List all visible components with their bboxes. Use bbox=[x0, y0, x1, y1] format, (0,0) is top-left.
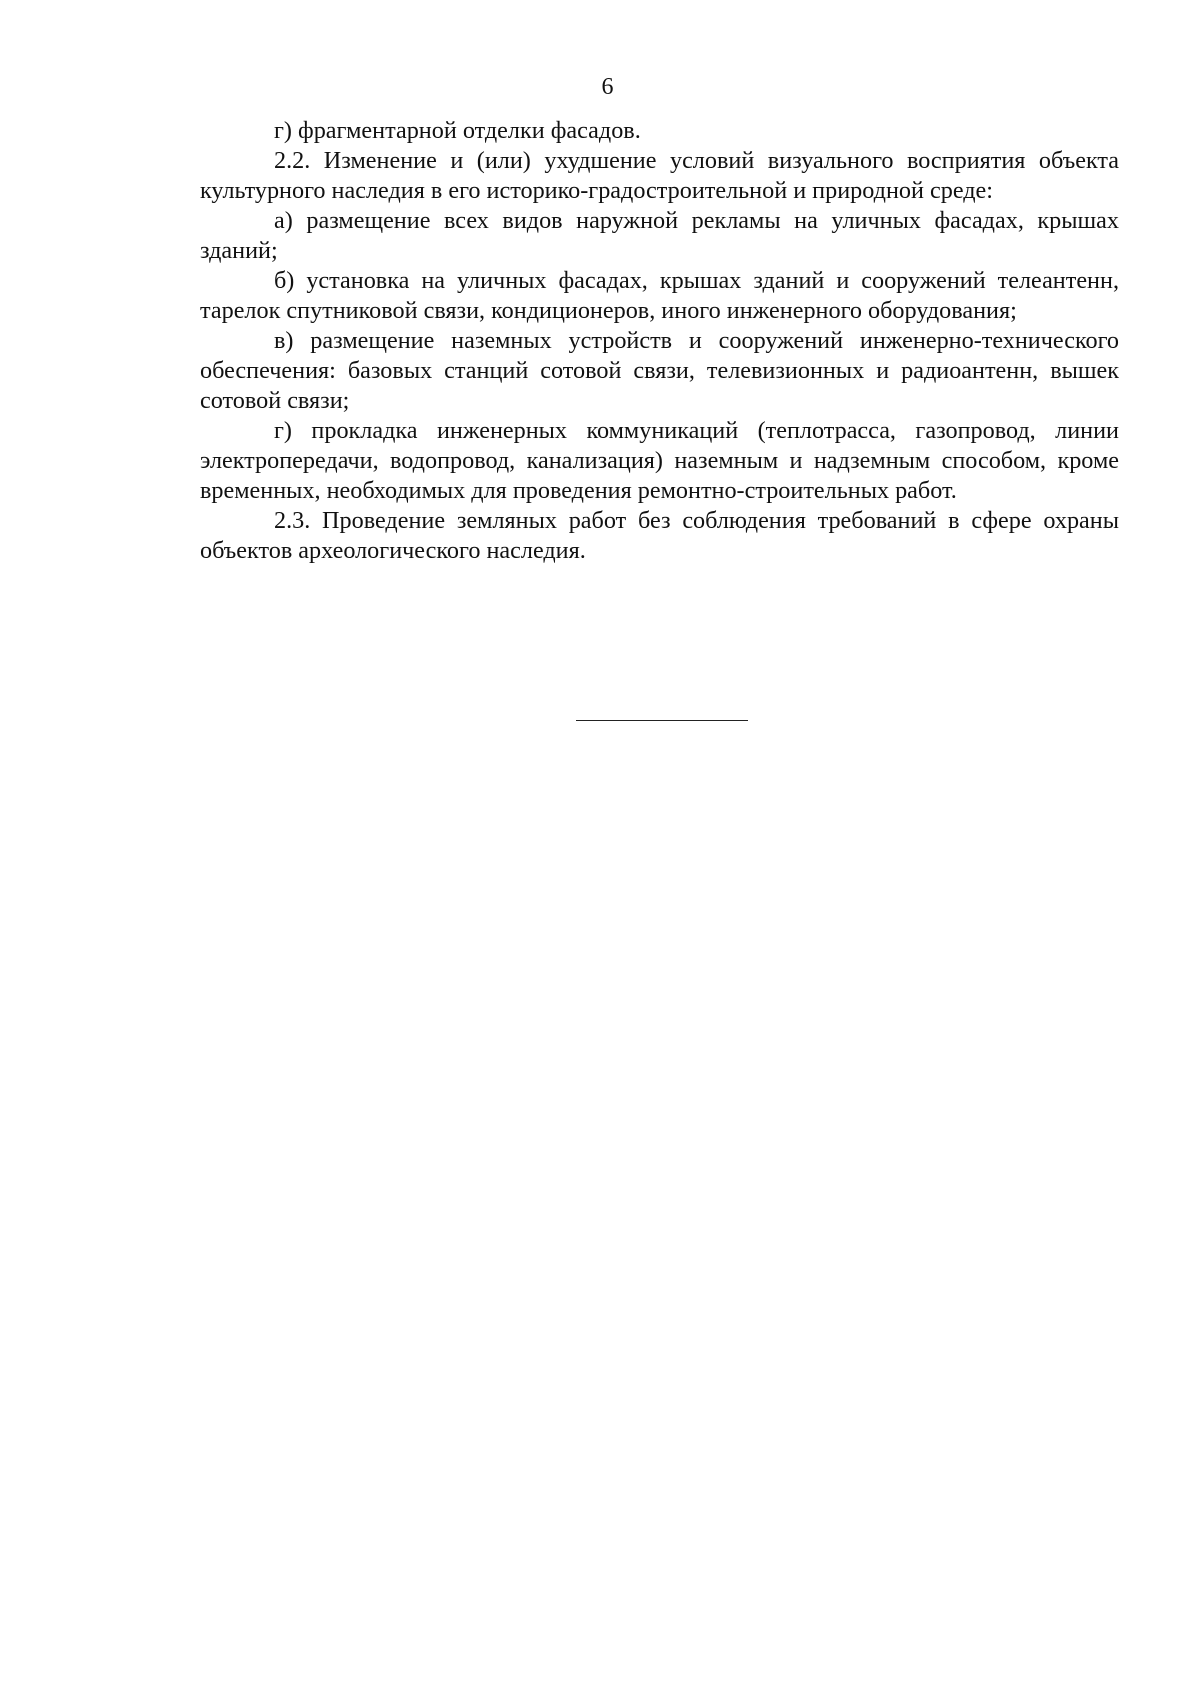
paragraph-2-2-visual-perception: 2.2. Изменение и (или) ухудшение условий визуального восприятия объекта культурного наследия в его историко-градостроительной и природной среде: bbox=[200, 147, 1119, 204]
document-body bbox=[200, 116, 1119, 566]
end-of-document-rule bbox=[576, 720, 748, 721]
paragraph-outdoor-advertising: а) размещение всех видов наружной рекламы на уличных фасадах, крышах зданий; bbox=[200, 207, 1119, 264]
paragraph-2-3-earthworks: 2.3. Проведение земляных работ без соблюдения требований в сфере охраны объектов археологического наследия. bbox=[200, 507, 1119, 564]
page-number: 6 bbox=[601, 74, 614, 100]
paragraph-ground-structures: в) размещение наземных устройств и сооружений инженерно-технического обеспечения: базовых станций сотовой связи, телевизионных и радиоантенн, вышек сотовой связи; bbox=[200, 327, 1119, 414]
paragraph-facade-finishing: г) фрагментарной отделки фасадов. bbox=[274, 117, 641, 144]
paragraph-engineering-communications: г) прокладка инженерных коммуникаций (теплотрасса, газопровод, линии электропередачи, водопровод, канализация) наземным и надземным способом, кроме временных, необходимых для проведения ремонтно-строительных работ. bbox=[200, 417, 1119, 504]
paragraph-antennas-equipment: б) установка на уличных фасадах, крышах зданий и сооружений телеантенн, тарелок спутниковой связи, кондиционеров, иного инженерного оборудования; bbox=[200, 267, 1119, 324]
